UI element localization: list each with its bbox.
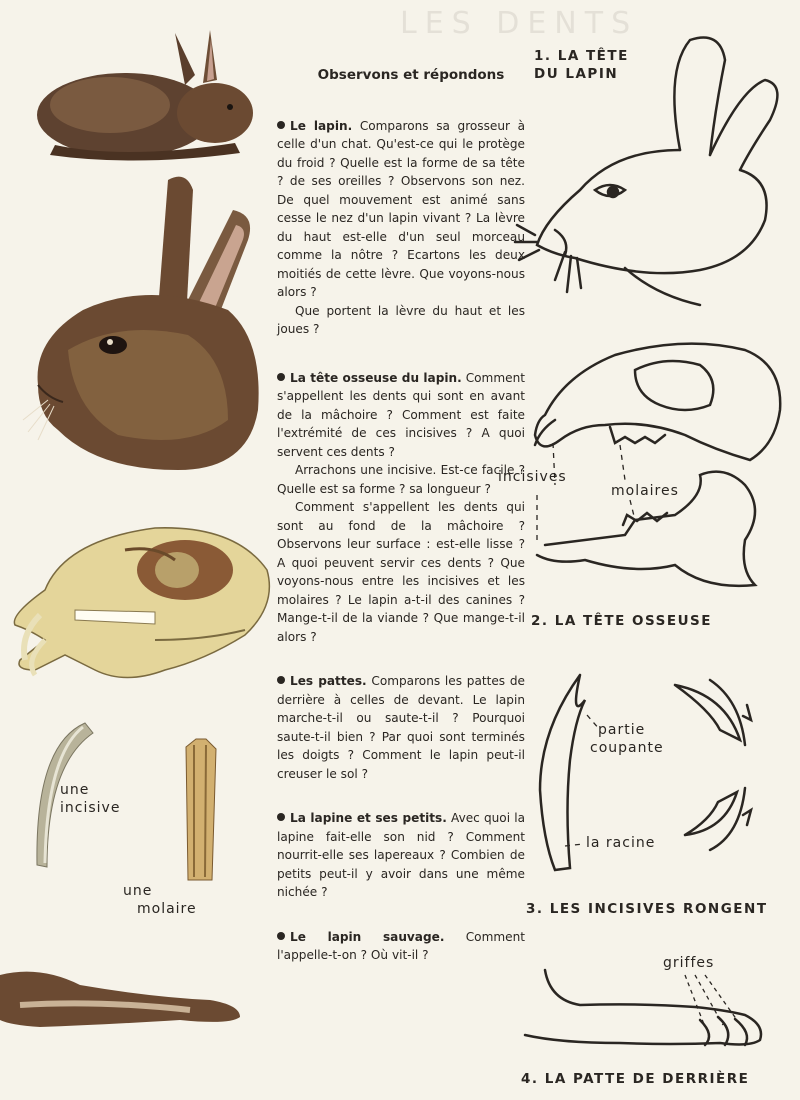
hind-paw-outline-figure bbox=[520, 965, 790, 1065]
section-heading-text: La lapine et ses petits. bbox=[290, 811, 447, 825]
section-heading bbox=[277, 930, 444, 944]
rabbit-hind-paw-illustration bbox=[0, 965, 245, 1045]
section-paragraph: Comparons les pattes de derrière à celles de devant. Le lapin marche-t-il ou saute-t-il ? Pourquoi saute-t-il bien ? Par quoi sont terminés les doigts ? Comment le lapin peut-il creuser le sol ? bbox=[277, 674, 525, 781]
incisive-label-line2: incisive bbox=[60, 800, 121, 816]
molaires-label: molaires bbox=[611, 483, 679, 499]
header-ghost-text: LES DENTS bbox=[400, 6, 639, 41]
fig2-caption: 2. LA TÊTE OSSEUSE bbox=[531, 613, 712, 629]
section-le-lapin bbox=[277, 117, 525, 339]
bullet-icon bbox=[277, 373, 285, 381]
bullet-icon bbox=[277, 676, 285, 684]
rabbit-head-illustration bbox=[28, 170, 268, 480]
section-heading bbox=[277, 811, 447, 825]
page-title: Observons et répondons bbox=[317, 67, 505, 83]
section-heading-text: Les pattes. bbox=[290, 674, 367, 688]
rabbit-head-outline-figure bbox=[525, 30, 795, 315]
bullet-icon bbox=[277, 932, 285, 940]
section-paragraph: Comment s'appellent les dents qui sont en avant de la mâchoire ? Comment est faite l'extrémité de ces incisives ? A quoi servent ces dents ? bbox=[277, 370, 525, 459]
fig1-caption-line1: 1. LA TÊTE bbox=[534, 48, 629, 64]
skull-outline-figure bbox=[525, 325, 795, 605]
section-lapine bbox=[277, 809, 525, 902]
partie-label-line2: coupante bbox=[590, 740, 664, 756]
section-pattes bbox=[277, 672, 525, 783]
section-heading-text: La tête osseuse du lapin. bbox=[290, 370, 462, 385]
molaire-label-line2: molaire bbox=[137, 901, 197, 917]
section-heading bbox=[277, 371, 462, 385]
section-paragraph: Comparons sa grosseur à celle d'un chat. Qu'est-ce qui le protège du froid ? Quelle est la forme de sa tête ? de ses oreilles ? Observons son nez. De quel mouvement est animé sans cesse le nez d'un lapin vivant ? La lèvre du haut est-elle d'un seul morceau comme la nôtre ? Ecartons les deux moitiés de cette lèvre. Que voyons-nous alors ? bbox=[277, 118, 525, 299]
bullet-icon bbox=[277, 813, 285, 821]
griffes-label: griffes bbox=[663, 955, 715, 971]
fig3-caption: 3. LES INCISIVES RONGENT bbox=[526, 901, 768, 917]
racine-label: la racine bbox=[586, 835, 656, 851]
molar-tooth-illustration bbox=[178, 735, 223, 885]
questions-column bbox=[277, 66, 525, 985]
section-paragraph: Comment l'appelle-t-on ? Où vit-il ? bbox=[277, 929, 525, 962]
partie-label-line1: partie bbox=[598, 722, 646, 738]
section-paragraph: Avec quoi la lapine fait-elle son nid ? Comment nourrit-elle ses lapereaux ? Combien de petits peut-il y avoir dans une même nichée ? bbox=[277, 811, 525, 899]
bullet-icon bbox=[277, 121, 285, 129]
section-heading bbox=[277, 674, 367, 688]
incisives-gnawing-figure bbox=[525, 670, 795, 885]
section-heading-text: Le lapin sauvage. bbox=[290, 929, 445, 944]
section-paragraph: Comment s'appellent les dents qui sont au fond de la mâchoire ? Observons leur surface : est-elle lisse ? A quoi peuvent servir ces dents ? Que voyons-nous entre les incisives et les molaires ? Le lapin a-t-il des canines ? Mange-t-il de la viande ? Que mange-t-il alors ? bbox=[277, 500, 525, 644]
section-paragraph: Arrachons une incisive. Est-ce facile ? Quelle est sa forme ? sa longueur ? bbox=[277, 463, 525, 496]
section-heading bbox=[277, 119, 352, 133]
incisives-label: incisives bbox=[498, 469, 567, 485]
section-heading-text: Le lapin. bbox=[290, 118, 353, 133]
section-paragraph: Que portent la lèvre du haut et les joues ? bbox=[277, 303, 525, 336]
incisive-label-line1: une bbox=[60, 782, 90, 798]
fig4-caption: 4. LA PATTE DE DERRIÈRE bbox=[521, 1071, 750, 1087]
fig1-caption-line2: DU LAPIN bbox=[534, 66, 619, 82]
section-lapin-sauvage bbox=[277, 928, 525, 965]
section-tete-osseuse bbox=[277, 369, 525, 647]
rabbit-skull-illustration bbox=[5, 520, 280, 695]
molaire-label-line1: une bbox=[123, 883, 153, 899]
rabbit-sitting-illustration bbox=[25, 25, 265, 165]
